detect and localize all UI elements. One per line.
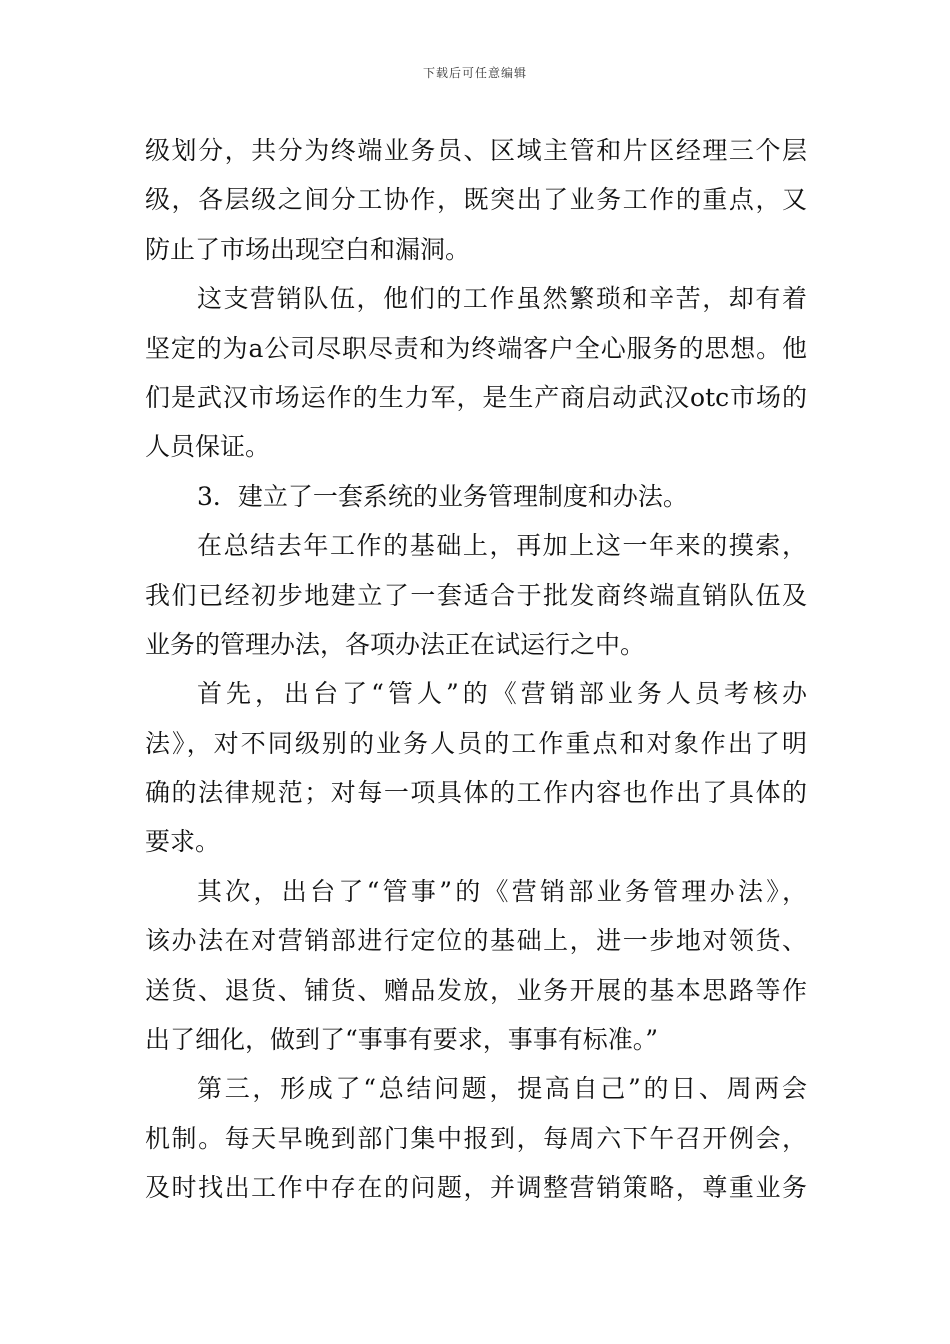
paragraph [145, 669, 807, 867]
text-line: 人员保证。 [145, 432, 271, 462]
text-line: 防止了市场出现空白和漏洞。 [145, 234, 471, 264]
text-line: 级划分，共分为终端业务员、区域主管和片区经理三个层 [145, 136, 807, 165]
paragraph [145, 274, 807, 472]
text-line: 机制。每天早晚到部门集中报到，每周六下午召开例会， [145, 1123, 807, 1153]
text-line: 坚定的为a公司尽职尽责和为终端客户全心服务的思想。他 [145, 333, 807, 363]
page-header-note: 下载后可任意编辑 [422, 66, 527, 80]
document-body [145, 126, 807, 1213]
text-line: 级，各层级之间分工协作，既突出了业务工作的重点，又 [145, 185, 807, 215]
text-line: 3．建立了一套系统的业务管理制度和办法。 [197, 481, 688, 511]
section-heading [145, 472, 807, 521]
text-line: 我们已经初步地建立了一套适合于批发商终端直销队伍及 [145, 580, 807, 610]
text-line: 该办法在对营销部进行定位的基础上，进一步地对领货、 [145, 926, 807, 956]
text-line: 出了细化，做到了“事事有要求，事事有标准。” [145, 1025, 659, 1055]
text-line: 第三，形成了“总结问题，提高自己”的日、周两会 [197, 1074, 807, 1104]
text-line: 在总结去年工作的基础上，再加上这一年来的摸索， [197, 531, 807, 561]
text-line: 这支营销队伍，他们的工作虽然繁琐和辛苦，却有着 [197, 284, 807, 314]
text-line: 们是武汉市场运作的生力军，是生产商启动武汉otc市场的 [145, 382, 807, 412]
text-line: 法》，对不同级别的业务人员的工作重点和对象作出了明 [145, 728, 807, 758]
text-line: 首先，出台了“管人”的《营销部业务人员考核办 [197, 679, 807, 709]
paragraph [145, 126, 807, 274]
text-line: 确的法律规范；对每一项具体的工作内容也作出了具体的 [145, 778, 807, 808]
text-line: 要求。 [145, 827, 221, 857]
text-line: 送货、退货、铺货、赠品发放，业务开展的基本思路等作 [145, 975, 807, 1005]
paragraph [145, 1064, 807, 1212]
text-line: 及时找出工作中存在的问题，并调整营销策略，尊重业务 [145, 1173, 807, 1203]
paragraph [145, 521, 807, 669]
text-line: 其次，出台了“管事”的《营销部业务管理办法》， [197, 876, 807, 906]
text-line: 业务的管理办法，各项办法正在试运行之中。 [145, 629, 646, 659]
paragraph [145, 867, 807, 1065]
